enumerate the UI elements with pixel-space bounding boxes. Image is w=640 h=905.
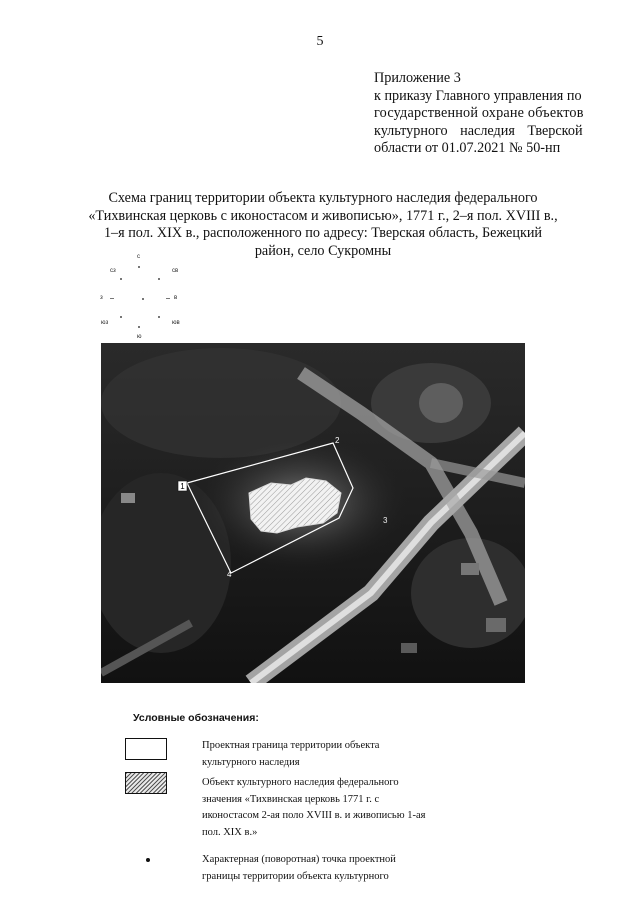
- annex-line: государственной охране объектов: [374, 105, 584, 121]
- page-number: 5: [316, 34, 324, 49]
- compass-rose: [98, 254, 190, 346]
- aerial-map: [101, 343, 525, 683]
- compass-east-label: в: [174, 295, 178, 301]
- point-label: 1: [180, 482, 185, 491]
- aerial-map-image: [101, 343, 525, 683]
- boundary-point-3: [383, 516, 388, 525]
- legend-point-symbol: [146, 858, 150, 862]
- compass-southeast-label: юв: [172, 320, 180, 326]
- tree-cluster: [419, 383, 463, 423]
- compass-northwest-label: сз: [110, 268, 116, 274]
- building: [461, 563, 479, 575]
- boundary-point-1: [178, 481, 187, 491]
- legend-line: пол. XIX в.»: [202, 826, 258, 838]
- legend-line: Проектная граница территории объекта: [202, 740, 380, 751]
- legend-line: иконостасом 2-ая поло XVIII в. и живописью 1-ая: [202, 810, 426, 821]
- legend-line: Объект культурного наследия федерального: [202, 777, 399, 788]
- compass-tick: [138, 266, 140, 268]
- legend-boundary-text: [202, 738, 502, 771]
- compass-west-label: з: [100, 295, 103, 301]
- compass-center: [142, 298, 144, 300]
- point-label: 2: [335, 436, 340, 445]
- compass-southwest-label: юз: [101, 320, 109, 326]
- compass-northeast-label: св: [172, 268, 179, 274]
- scheme-title-line: район, село Сукромны: [254, 242, 392, 259]
- scheme-title-line: 1–я пол. XIX в., расположенного по адресу: Тверская область, Бежецкий: [103, 225, 543, 241]
- building: [121, 493, 135, 503]
- scheme-title: [88, 190, 558, 260]
- compass-tick: [110, 298, 114, 299]
- legend-heritage-symbol: [125, 772, 167, 794]
- compass-tick: [120, 278, 122, 280]
- point-label: 4: [227, 570, 232, 579]
- compass-south-label: ю: [137, 334, 142, 340]
- scheme-title-line: Схема границ территории объекта культурного наследия федерального: [108, 190, 538, 206]
- scheme-title-line: «Тихвинская церковь с иконостасом и живописью», 1771 г., 2–я пол. XVIII в.,: [88, 207, 558, 224]
- annex-line: области от 01.07.2021 № 50-нп: [374, 140, 561, 156]
- legend-title: Условные обозначения:: [133, 712, 259, 724]
- annex-header: [374, 70, 606, 158]
- compass-tick: [158, 316, 160, 318]
- boundary-point-2: [335, 436, 340, 445]
- annex-line: культурного наследия Тверской: [374, 122, 583, 139]
- legend-boundary-symbol: [125, 738, 167, 760]
- building: [486, 618, 506, 632]
- annex-line: к приказу Главного управления по: [374, 87, 582, 104]
- annex-line: Приложение 3: [374, 70, 461, 86]
- legend-line: границы территории объекта культурного: [202, 870, 389, 882]
- legend-heritage-text: [202, 775, 502, 841]
- boundary-point-4: [227, 570, 232, 579]
- compass-tick: [158, 278, 160, 280]
- legend-point-text: [202, 852, 502, 885]
- compass-tick: [120, 316, 122, 318]
- compass-tick: [166, 298, 170, 299]
- legend-line: культурного наследия: [202, 756, 300, 768]
- point-label: 3: [383, 516, 388, 525]
- legend-line: Характерная (поворотная) точка проектной: [202, 854, 396, 865]
- compass-tick: [138, 326, 140, 328]
- compass-north-label: с: [137, 254, 140, 260]
- legend-line: значения «Тихвинская церковь 1771 г. с: [202, 793, 380, 805]
- building: [401, 643, 417, 653]
